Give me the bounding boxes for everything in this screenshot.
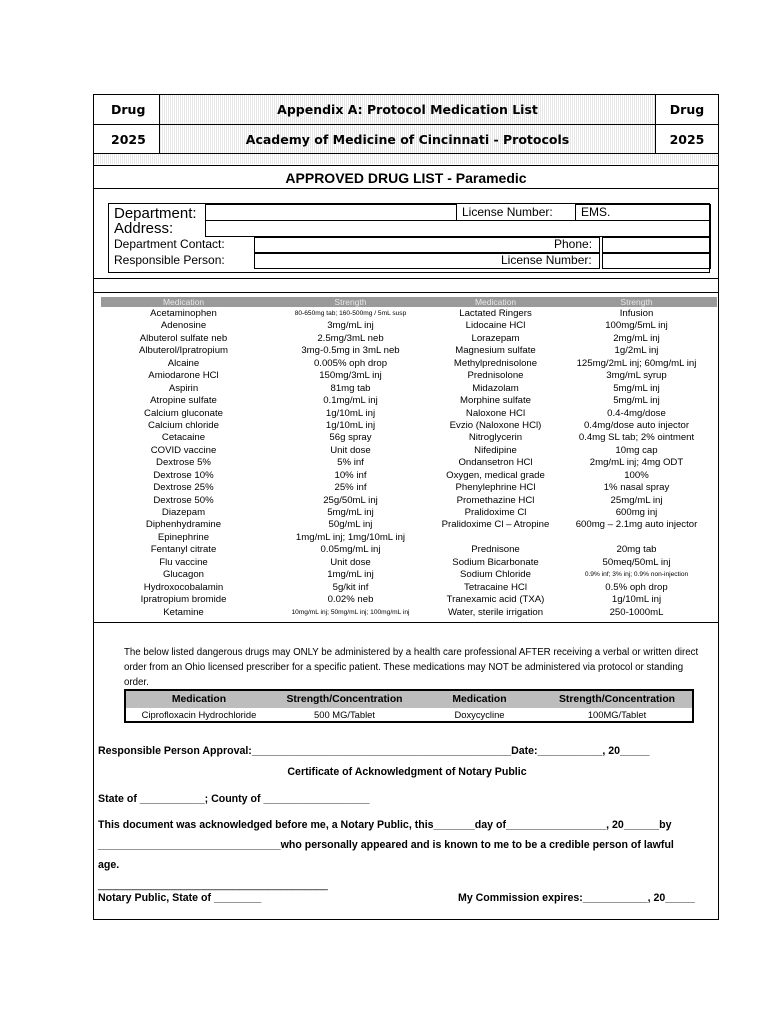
- table-cell: [435, 532, 556, 544]
- table-cell: Nifedipine: [474, 444, 517, 456]
- divider: [94, 188, 718, 189]
- table-cell: Flu vaccine: [159, 556, 208, 568]
- table-cell: 5mg/mL inj: [327, 507, 374, 518]
- license-number-label: License Number:: [462, 205, 553, 219]
- table-row: [101, 457, 717, 469]
- table-cell: 2mg/mL inj; 4mg ODT: [589, 457, 684, 469]
- table-cell: Midazolam: [472, 382, 519, 394]
- table-cell: Amiodarone HCl: [148, 370, 219, 382]
- department-contact-label: Department Contact:: [114, 237, 225, 251]
- table-cell: 1g/10mL inj: [611, 594, 662, 606]
- table-cell: 2.5mg/3mL neb: [317, 332, 384, 344]
- table-row: [126, 708, 692, 721]
- table-row: [101, 370, 717, 382]
- table-cell: [556, 532, 717, 544]
- table-cell: 25% inf: [334, 482, 367, 494]
- table-cell: Water, sterile irrigation: [447, 606, 544, 618]
- table-cell: Ciprofloxacin Hydrochloride: [141, 709, 257, 720]
- table-cell: Ketamine: [163, 606, 204, 618]
- table-cell: Epinephrine: [157, 531, 210, 543]
- table-cell: 500 MG/Tablet: [314, 709, 375, 720]
- table-cell: Fentanyl citrate: [150, 544, 217, 556]
- table-cell: Lactated Ringers: [459, 308, 532, 319]
- table-cell: 5% inf: [337, 457, 364, 469]
- divider: [94, 278, 718, 279]
- commission-expires-line: My Commission expires:___________, 20_____: [458, 892, 695, 904]
- table-cell: Diazepam: [161, 507, 206, 518]
- table-cell: 100mg/5mL inj: [605, 320, 668, 332]
- table-cell: 1mg/mL inj: [327, 569, 374, 581]
- col-header-strength-concentration: Strength/Concentration: [286, 694, 403, 705]
- table-cell: 25mg/mL inj: [610, 494, 663, 506]
- address-field[interactable]: [205, 220, 711, 237]
- table-row: [101, 482, 717, 494]
- table-cell: Methylprednisolone: [453, 357, 538, 369]
- table-cell: 81mg tab: [330, 382, 371, 394]
- table-row: [101, 569, 717, 581]
- table-row: [101, 358, 717, 370]
- table-row: [101, 308, 717, 320]
- table-row: [101, 333, 717, 345]
- header-protocols-title: Academy of Medicine of Cincinnati - Protocols: [160, 125, 655, 154]
- table-cell: Unit dose: [330, 556, 371, 568]
- table-cell: Doxycycline: [454, 709, 505, 720]
- table-cell: Pralidoxime Cl – Atropine: [441, 519, 550, 531]
- table-cell: Ondansetron HCl: [458, 457, 533, 469]
- acknowledgment-line-3: age.: [98, 859, 120, 871]
- table-cell: Phenylephrine HCl: [455, 482, 536, 494]
- table-cell: Atropine sulfate: [150, 395, 217, 407]
- license-number-field[interactable]: [575, 204, 711, 221]
- table-cell: Tranexamic acid (TXA): [446, 594, 545, 606]
- col-header-medication: Medication: [171, 694, 227, 705]
- header-year-left: 2025: [94, 125, 160, 154]
- stripe-band: [94, 154, 718, 164]
- table-cell: 100MG/Tablet: [587, 709, 647, 720]
- table-cell: Nitroglycerin: [468, 432, 523, 444]
- state-county-line: State of ___________; County of __________________: [98, 793, 370, 805]
- table-row: [101, 607, 717, 619]
- notary-state-line: Notary Public, State of ________: [98, 892, 262, 904]
- table-cell: Adenosine: [160, 320, 207, 332]
- table-cell: 1g/10mL inj: [325, 407, 376, 419]
- table-row: [101, 557, 717, 569]
- table-row: [101, 532, 717, 544]
- table-cell: Calcium gluconate: [144, 407, 223, 419]
- approval-line: Responsible Person Approval:____________________________________________Date:___________, 20_____: [98, 745, 650, 757]
- table-cell: 0.4mg/dose auto injector: [583, 419, 690, 431]
- header-appendix-title: Appendix A: Protocol Medication List: [160, 95, 655, 124]
- col-header-strength-concentration-2: Strength/Concentration: [558, 694, 676, 705]
- table-cell: 0.1mg/mL inj: [323, 395, 378, 407]
- table-cell: Promethazine HCl: [456, 494, 535, 506]
- col-header-medication-2: Medication: [474, 297, 517, 307]
- department-info-box: [108, 203, 710, 273]
- table-cell: 10mg/mL inj; 50mg/mL inj; 100mg/mL inj: [291, 608, 410, 616]
- table-cell: 125mg/2mL inj; 60mg/mL inj: [576, 357, 697, 369]
- acknowledgment-line-2: _______________________________who personally appeared and is known to me to be a credible person of lawful: [98, 839, 674, 851]
- table-row: [101, 320, 717, 332]
- table-cell: 600mg inj: [615, 507, 658, 518]
- table-row: [101, 495, 717, 507]
- header-row-2: [94, 125, 718, 154]
- table-cell: Morphine sulfate: [460, 395, 531, 407]
- department-label: Department:: [114, 205, 197, 222]
- header-drug-right: Drug: [655, 95, 718, 124]
- page-title: APPROVED DRUG LIST - Paramedic: [285, 170, 527, 186]
- divider: [94, 292, 718, 293]
- table-row: [101, 519, 717, 531]
- responsible-person-label: Responsible Person:: [114, 253, 225, 267]
- dangerous-drugs-notice: The below listed dangerous drugs may ONLY be administered by a health care professional AFTER receiving a verbal or written direct order from an Ohio licensed prescriber for a specific patient. These medications may NOT be administered via protocol or standing order.: [124, 647, 699, 688]
- divider: [94, 165, 718, 166]
- header-drug-left: Drug: [94, 95, 160, 124]
- col-header-strength: Strength: [334, 297, 367, 307]
- department-field[interactable]: [205, 204, 457, 221]
- dangerous-table-header: [126, 691, 692, 708]
- table-cell: 0.5% oph drop: [605, 581, 668, 593]
- table-cell: Cetacaine: [161, 432, 206, 444]
- table-row: [101, 408, 717, 420]
- table-cell: Dextrose 5%: [156, 457, 211, 469]
- table-cell: 0.4mg SL tab; 2% ointment: [578, 432, 695, 444]
- table-row: [101, 420, 717, 432]
- divider: [94, 622, 718, 623]
- col-header-strength-2: Strength: [620, 297, 653, 307]
- table-cell: Sodium Bicarbonate: [452, 556, 539, 568]
- table-cell: Diphenhydramine: [145, 519, 222, 531]
- table-cell: Aspirin: [168, 382, 199, 394]
- table-cell: 0.05mg/mL inj: [320, 544, 381, 556]
- table-cell: Albuterol sulfate neb: [139, 332, 228, 344]
- header-year-right: 2025: [655, 125, 718, 154]
- table-cell: 80-650mg tab; 160-500mg / 5mL susp: [294, 310, 407, 317]
- table-cell: 100%: [624, 469, 649, 481]
- table-cell: Ipratropium bromide: [140, 594, 227, 606]
- table-cell: 0.02% neb: [327, 594, 374, 606]
- table-cell: 250-1000mL: [609, 606, 664, 618]
- table-cell: 3mg-0.5mg in 3mL neb: [301, 345, 400, 357]
- table-cell: Sodium Chloride: [460, 569, 531, 581]
- phone-field[interactable]: [602, 237, 711, 253]
- table-cell: Dextrose 50%: [153, 494, 214, 506]
- license-number-field-2[interactable]: [602, 253, 711, 269]
- table-cell: Pralidoxime Cl: [464, 507, 527, 518]
- document-frame: [93, 94, 719, 920]
- medication-table: [101, 308, 717, 619]
- license-number-value: EMS.: [581, 205, 611, 219]
- table-cell: Alcaine: [167, 357, 200, 369]
- header-row-1: [94, 95, 718, 124]
- table-row: [101, 544, 717, 556]
- table-cell: Glucagon: [162, 569, 205, 581]
- table-cell: 150mg/3mL inj: [319, 370, 382, 382]
- table-cell: Dextrose 10%: [153, 469, 214, 481]
- notary-signature-line: _______________________________________: [98, 879, 328, 891]
- table-cell: 600mg – 2.1mg auto injector: [575, 519, 698, 531]
- table-cell: Unit dose: [330, 444, 371, 456]
- table-cell: 2mg/mL inj: [613, 332, 660, 344]
- table-cell: 1g/10mL inj: [325, 419, 376, 431]
- table-cell: Evzio (Naloxone HCl): [449, 419, 542, 431]
- table-cell: Magnesium sulfate: [455, 345, 536, 357]
- table-cell: Calcium chloride: [148, 419, 219, 431]
- table-cell: Lorazepam: [471, 332, 520, 344]
- table-row: [101, 383, 717, 395]
- table-row: [101, 445, 717, 457]
- col-header-medication-2: Medication: [452, 694, 507, 705]
- acknowledgment-line-1: This document was acknowledged before me, a Notary Public, this_______day of_________________, 20______by: [98, 819, 672, 831]
- table-cell: 1mg/mL inj; 1mg/10mL inj: [295, 531, 406, 543]
- table-cell: 10mg cap: [615, 444, 658, 456]
- table-cell: Prednisolone: [467, 370, 524, 382]
- table-cell: COVID vaccine: [150, 444, 217, 456]
- certificate-title: Certificate of Acknowledgment of Notary Public: [287, 766, 527, 778]
- table-cell: 25g/50mL inj: [323, 494, 378, 506]
- phone-label: Phone:: [554, 237, 593, 251]
- table-row: [101, 345, 717, 357]
- table-cell: Albuterol/Ipratropium: [138, 345, 229, 357]
- table-cell: Tetracaine HCl: [464, 581, 527, 593]
- table-row: [101, 582, 717, 594]
- table-cell: 5g/kit inf: [332, 581, 369, 593]
- table-cell: 1% nasal spray: [603, 482, 670, 494]
- table-cell: Hydroxocobalamin: [143, 581, 224, 593]
- table-cell: Infusion: [619, 308, 654, 319]
- table-cell: Naloxone HCl: [465, 407, 526, 419]
- medication-table-header: [101, 297, 717, 307]
- table-cell: 50meq/50mL inj: [602, 556, 671, 568]
- table-row: [101, 470, 717, 482]
- table-cell: 50g/mL inj: [328, 519, 373, 531]
- table-cell: 0.9% inf; 3% inj; 0.9% non-injection: [584, 571, 689, 579]
- table-row: [101, 594, 717, 606]
- table-row: [101, 432, 717, 444]
- license-number-label-2: License Number:: [501, 253, 592, 267]
- table-cell: 0.4-4mg/dose: [607, 407, 666, 419]
- table-cell: 20mg tab: [616, 544, 657, 556]
- col-header-medication: Medication: [162, 297, 205, 307]
- table-cell: Oxygen, medical grade: [446, 469, 545, 481]
- table-cell: 1g/2mL inj: [614, 345, 659, 357]
- table-cell: Acetaminophen: [150, 308, 217, 319]
- table-row: [101, 507, 717, 519]
- dangerous-drugs-table: [124, 689, 694, 723]
- table-cell: Dextrose 25%: [153, 482, 214, 494]
- table-cell: 0.005% oph drop: [313, 357, 388, 369]
- table-cell: 5mg/mL inj: [613, 382, 660, 394]
- table-cell: 56g spray: [329, 432, 372, 444]
- address-label: Address:: [114, 220, 174, 237]
- table-cell: 3mg/mL syrup: [606, 370, 667, 382]
- table-cell: Prednisone: [471, 544, 520, 556]
- table-cell: 10% inf: [334, 469, 367, 481]
- table-cell: 5mg/mL inj: [613, 395, 660, 407]
- table-cell: 3mg/mL inj: [327, 320, 374, 332]
- department-contact-field[interactable]: [254, 237, 600, 253]
- table-row: [101, 395, 717, 407]
- table-cell: Lidocaine HCl: [465, 320, 526, 332]
